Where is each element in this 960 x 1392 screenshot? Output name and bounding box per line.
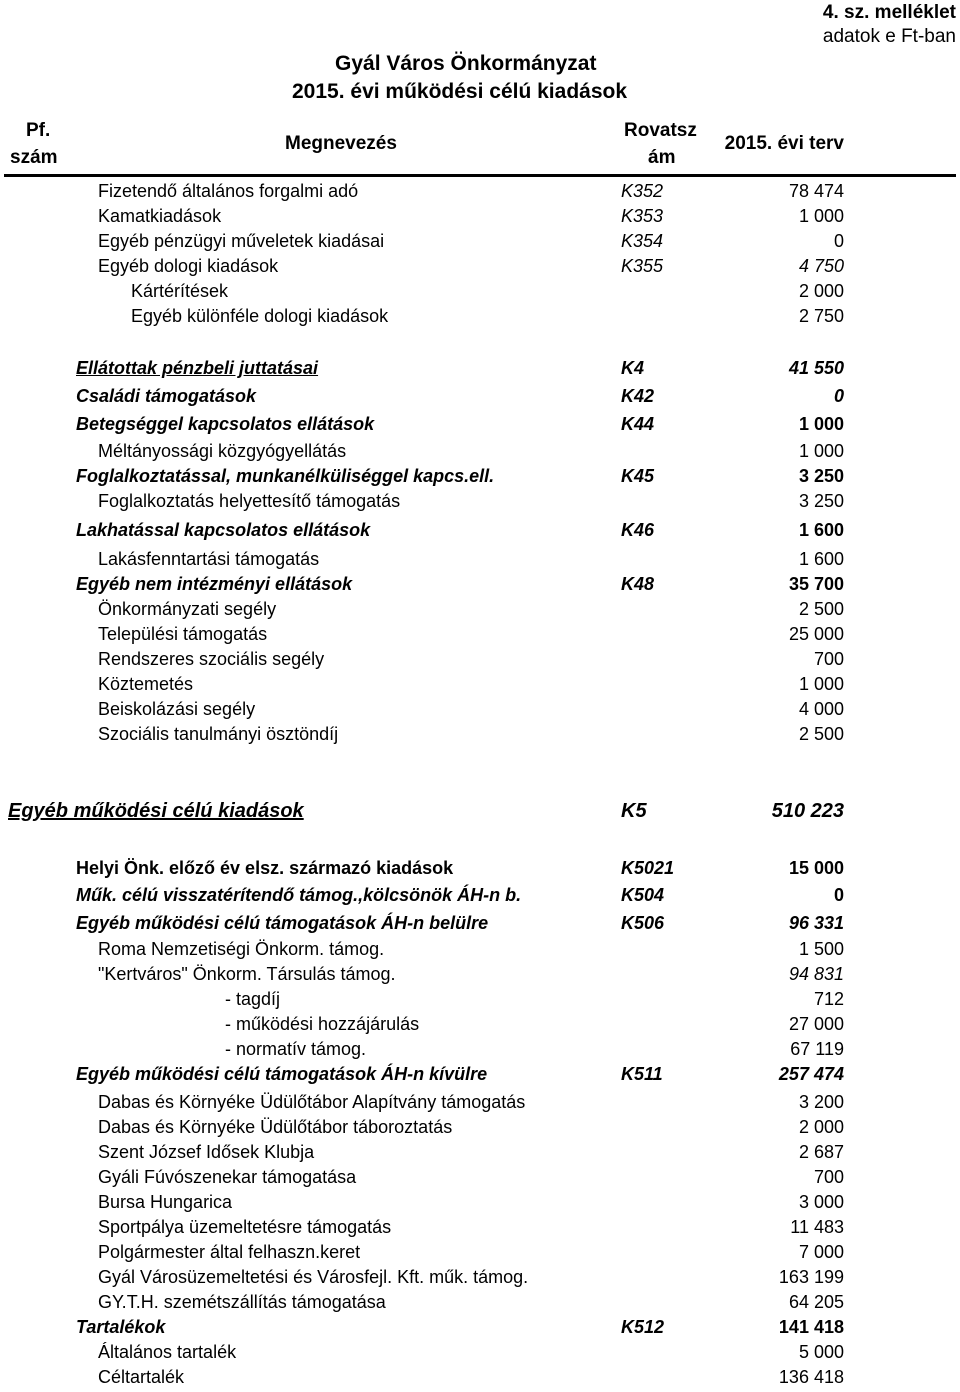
row-amount: 5 000 <box>798 1342 844 1362</box>
row-name: Lakhatással kapcsolatos ellátások <box>76 520 371 540</box>
table-row <box>0 699 960 724</box>
row-amount: 136 418 <box>778 1367 844 1387</box>
table-row <box>0 358 960 383</box>
row-amount: 67 119 <box>790 1039 844 1059</box>
table-row <box>0 989 960 1014</box>
table-row <box>0 1317 960 1342</box>
table-row <box>0 206 960 231</box>
table-row <box>0 939 960 964</box>
row-name: - normatív támog. <box>225 1039 367 1059</box>
row-amount: 700 <box>813 1167 844 1187</box>
row-name: Dabas és Környéke Üdülőtábor táboroztatás <box>98 1117 453 1137</box>
row-name: Egyéb pénzügyi műveletek kiadásai <box>98 231 385 251</box>
row-name: Tartalékok <box>76 1317 166 1337</box>
row-name: Roma Nemzetiségi Önkorm. támog. <box>98 939 385 959</box>
document-title: Gyál Város Önkormányzat <box>335 52 597 75</box>
row-name: Önkormányzati segély <box>98 599 277 619</box>
table-row <box>0 624 960 649</box>
row-amount: 257 474 <box>778 1064 844 1084</box>
row-code: K506 <box>621 913 665 933</box>
row-amount: 1 000 <box>798 414 844 434</box>
row-name: Egyéb működési célú támogatások ÁH-n kívülre <box>76 1064 488 1084</box>
table-row <box>0 1342 960 1367</box>
table-row <box>0 674 960 699</box>
table-row <box>0 414 960 439</box>
row-amount: 2 500 <box>798 724 844 744</box>
row-amount: 96 331 <box>788 913 844 933</box>
table-row <box>0 549 960 574</box>
table-row <box>0 231 960 256</box>
col-plan-header: 2015. évi terv <box>724 133 844 154</box>
row-amount: 27 000 <box>788 1014 844 1034</box>
row-name: Gyál Városüzemeltetési és Városfejl. Kft. műk. támog. <box>98 1267 529 1287</box>
row-name: Beiskolázási segély <box>98 699 256 719</box>
table-row <box>0 1192 960 1217</box>
col-code-line2: ám <box>648 147 676 168</box>
table-row <box>0 1064 960 1089</box>
row-amount: 4 750 <box>798 256 844 276</box>
table-row <box>0 281 960 306</box>
table-row <box>0 800 960 825</box>
row-code: K353 <box>621 206 664 226</box>
table-row <box>0 1242 960 1267</box>
row-name: Lakásfenntartási támogatás <box>98 549 320 569</box>
row-code: K44 <box>621 414 655 434</box>
row-amount: 1 600 <box>798 520 844 540</box>
table-row <box>0 913 960 938</box>
row-code: K512 <box>621 1317 665 1337</box>
row-amount: 700 <box>813 649 844 669</box>
row-name: Ellátottak pénzbeli juttatásai <box>76 358 319 378</box>
row-name: - tagdíj <box>225 989 281 1009</box>
row-name: Általános tartalék <box>98 1342 237 1362</box>
col-code-line1: Rovatsz <box>624 120 697 141</box>
table-row <box>0 858 960 883</box>
row-name: Betegséggel kapcsolatos ellátások <box>76 414 375 434</box>
row-name: Helyi Önk. előző év elsz. származó kiadások <box>76 858 454 878</box>
table-row <box>0 181 960 206</box>
table-row <box>0 1014 960 1039</box>
row-code: K48 <box>621 574 655 594</box>
col-pf-line1: Pf. <box>26 120 51 141</box>
row-amount: 141 418 <box>778 1317 844 1337</box>
row-amount: 2 687 <box>798 1142 844 1162</box>
row-code: K42 <box>621 386 655 406</box>
document-subtitle: 2015. évi működési célú kiadások <box>292 80 628 103</box>
table-row <box>0 1142 960 1167</box>
row-code: K5 <box>621 800 647 822</box>
row-amount: 15 000 <box>788 858 844 878</box>
row-amount: 78 474 <box>788 181 844 201</box>
row-amount: 0 <box>833 231 844 251</box>
row-code: K511 <box>621 1064 663 1084</box>
row-amount: 163 199 <box>778 1267 844 1287</box>
row-amount: 35 700 <box>788 574 844 594</box>
row-code: K355 <box>621 256 664 276</box>
table-row <box>0 306 960 331</box>
row-name: Gyáli Fúvószenekar támogatása <box>98 1167 357 1187</box>
row-amount: 94 831 <box>788 964 844 984</box>
row-code: K5021 <box>621 858 675 878</box>
row-amount: 25 000 <box>788 624 844 644</box>
row-name: Sportpálya üzemeltetésre támogatás <box>98 1217 392 1237</box>
row-amount: 4 000 <box>798 699 844 719</box>
table-row <box>0 574 960 599</box>
row-name: Egyéb nem intézményi ellátások <box>76 574 353 594</box>
row-code: K46 <box>621 520 655 540</box>
row-amount: 3 250 <box>798 491 844 511</box>
row-name: Műk. célú visszatérítendő támog.,kölcsönök ÁH-n b. <box>76 885 522 905</box>
row-name: Dabas és Környéke Üdülőtábor Alapítvány támogatás <box>98 1092 526 1112</box>
row-amount: 1 000 <box>798 206 844 226</box>
table-row <box>0 386 960 411</box>
row-code: K354 <box>621 231 664 251</box>
row-name: Köztemetés <box>98 674 194 694</box>
table-row <box>0 1292 960 1317</box>
table-row <box>0 599 960 624</box>
row-amount: 510 223 <box>771 800 844 822</box>
row-amount: 0 <box>833 885 844 905</box>
row-name: Szociális tanulmányi ösztöndíj <box>98 724 339 744</box>
row-name: Kamatkiadások <box>98 206 222 226</box>
row-amount: 11 483 <box>790 1217 844 1237</box>
row-amount: 64 205 <box>788 1292 844 1312</box>
row-amount: 712 <box>813 989 844 1009</box>
header-divider <box>4 174 956 177</box>
table-row <box>0 964 960 989</box>
unit-note: adatok e Ft-ban <box>822 26 956 47</box>
row-name: - működési hozzájárulás <box>225 1014 420 1034</box>
row-name: Egyéb dologi kiadások <box>98 256 279 276</box>
row-amount: 1 600 <box>798 549 844 569</box>
row-amount: 1 000 <box>798 674 844 694</box>
annex-label: 4. sz. melléklet <box>822 2 956 23</box>
row-name: Foglalkoztatással, munkanélküliséggel kapcs.ell. <box>76 466 495 486</box>
table-row <box>0 520 960 545</box>
table-row <box>0 256 960 281</box>
row-name: "Kertváros" Önkorm. Társulás támog. <box>98 964 396 984</box>
row-name: Települési támogatás <box>98 624 268 644</box>
row-name: Méltányossági közgyógyellátás <box>98 441 347 461</box>
row-name: Céltartalék <box>98 1367 185 1387</box>
table-row <box>0 724 960 749</box>
row-name: Egyéb működési célú kiadások <box>8 800 304 822</box>
row-amount: 3 250 <box>798 466 844 486</box>
col-name-header: Megnevezés <box>285 133 397 154</box>
row-amount: 3 200 <box>798 1092 844 1112</box>
row-name: Polgármester által felhaszn.keret <box>98 1242 361 1262</box>
row-code: K45 <box>621 466 655 486</box>
table-row <box>0 1092 960 1117</box>
row-name: Rendszeres szociális segély <box>98 649 325 669</box>
row-name: Kártérítések <box>131 281 229 301</box>
row-name: GY.T.H. szemétszállítás támogatása <box>98 1292 386 1312</box>
row-name: Egyéb működési célú támogatások ÁH-n belülre <box>76 913 489 933</box>
row-code: K4 <box>621 358 645 378</box>
row-amount: 2 750 <box>798 306 844 326</box>
table-row <box>0 1267 960 1292</box>
table-row <box>0 1039 960 1064</box>
row-amount: 7 000 <box>798 1242 844 1262</box>
col-pf-line2: szám <box>10 147 58 168</box>
table-row <box>0 1367 960 1392</box>
table-row <box>0 1167 960 1192</box>
row-amount: 2 000 <box>798 1117 844 1137</box>
row-amount: 0 <box>833 386 844 406</box>
row-code: K352 <box>621 181 664 201</box>
table-row <box>0 649 960 674</box>
table-row <box>0 1117 960 1142</box>
row-name: Családi támogatások <box>76 386 257 406</box>
row-name: Szent József Idősek Klubja <box>98 1142 315 1162</box>
table-row <box>0 885 960 910</box>
row-name: Foglalkoztatás helyettesítő támogatás <box>98 491 401 511</box>
row-amount: 1 500 <box>798 939 844 959</box>
row-name: Egyéb különféle dologi kiadások <box>131 306 389 326</box>
row-amount: 41 550 <box>788 358 844 378</box>
row-amount: 2 000 <box>798 281 844 301</box>
row-amount: 3 000 <box>798 1192 844 1212</box>
table-row <box>0 491 960 516</box>
row-amount: 2 500 <box>798 599 844 619</box>
table-row <box>0 1217 960 1242</box>
row-name: Fizetendő általános forgalmi adó <box>98 181 359 201</box>
row-code: K504 <box>621 885 665 905</box>
row-amount: 1 000 <box>798 441 844 461</box>
table-row <box>0 466 960 491</box>
row-name: Bursa Hungarica <box>98 1192 233 1212</box>
table-row <box>0 441 960 466</box>
